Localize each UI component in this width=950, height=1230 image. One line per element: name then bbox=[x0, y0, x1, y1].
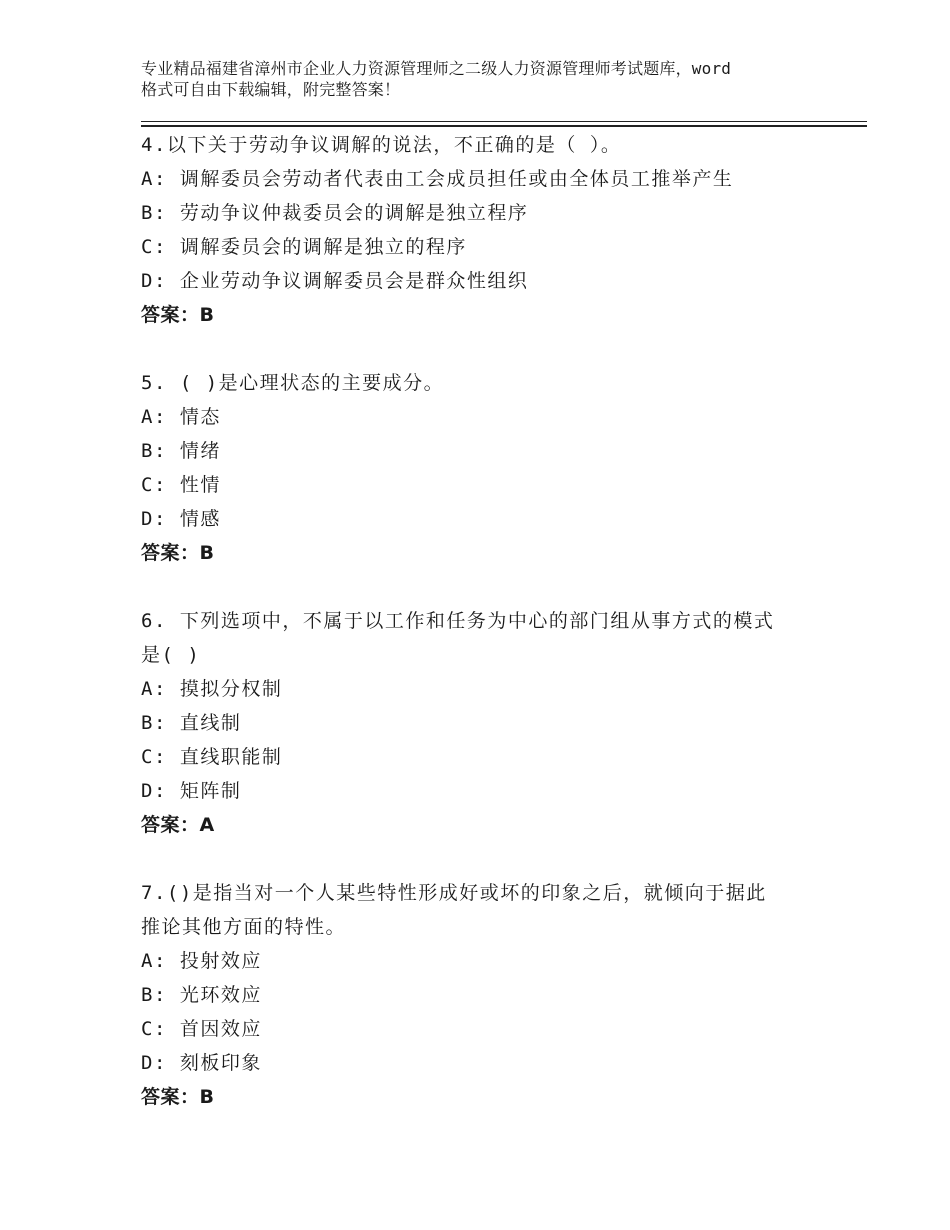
option-b: B: 情绪 bbox=[141, 440, 221, 462]
option-a: A: 调解委员会劳动者代表由工会成员担任或由全体员工推举产生 bbox=[141, 168, 734, 190]
option-b: B: 光环效应 bbox=[141, 984, 262, 1006]
question-7 bbox=[141, 876, 861, 1114]
question-4 bbox=[141, 128, 861, 332]
header-rule-thick bbox=[141, 125, 867, 127]
option-b: B: 直线制 bbox=[141, 712, 242, 734]
question-stem-line-2: 是( ) bbox=[141, 644, 201, 666]
header-line-1: 专业精品福建省漳州市企业人力资源管理师之二级人力资源管理师考试题库，word bbox=[141, 59, 732, 78]
question-5 bbox=[141, 366, 861, 570]
question-stem: 5. ( )是心理状态的主要成分。 bbox=[141, 372, 445, 394]
option-c: C: 首因效应 bbox=[141, 1018, 262, 1040]
option-a: A: 投射效应 bbox=[141, 950, 262, 972]
option-d: D: 企业劳动争议调解委员会是群众性组织 bbox=[141, 270, 529, 292]
answer-label: 答案：B bbox=[141, 1086, 215, 1108]
answer-label: 答案：B bbox=[141, 542, 215, 564]
header-line-2: 格式可自由下载编辑，附完整答案！ bbox=[141, 80, 401, 99]
option-c: C: 直线职能制 bbox=[141, 746, 283, 768]
option-a: A: 情态 bbox=[141, 406, 221, 428]
answer-label: 答案：A bbox=[141, 814, 215, 836]
question-stem-line-1: 6. 下列选项中，不属于以工作和任务为中心的部门组从事方式的模式 bbox=[141, 610, 775, 632]
option-d: D: 刻板印象 bbox=[141, 1052, 262, 1074]
question-list bbox=[141, 128, 861, 1148]
question-stem-line-1: 7.()是指当对一个人某些特性形成好或坏的印象之后，就倾向于据此 bbox=[141, 882, 767, 904]
option-a: A: 摸拟分权制 bbox=[141, 678, 283, 700]
question-stem: 4.以下关于劳动争议调解的说法，不正确的是（ ）。 bbox=[141, 134, 622, 156]
option-b: B: 劳动争议仲裁委员会的调解是独立程序 bbox=[141, 202, 529, 224]
question-6 bbox=[141, 604, 861, 842]
option-d: D: 矩阵制 bbox=[141, 780, 242, 802]
option-c: C: 调解委员会的调解是独立的程序 bbox=[141, 236, 467, 258]
answer-label: 答案：B bbox=[141, 304, 215, 326]
header-rule-thin bbox=[141, 121, 867, 122]
option-c: C: 性情 bbox=[141, 474, 221, 496]
document-header bbox=[141, 58, 841, 100]
option-d: D: 情感 bbox=[141, 508, 221, 530]
question-stem-line-2: 推论其他方面的特性。 bbox=[141, 916, 347, 938]
